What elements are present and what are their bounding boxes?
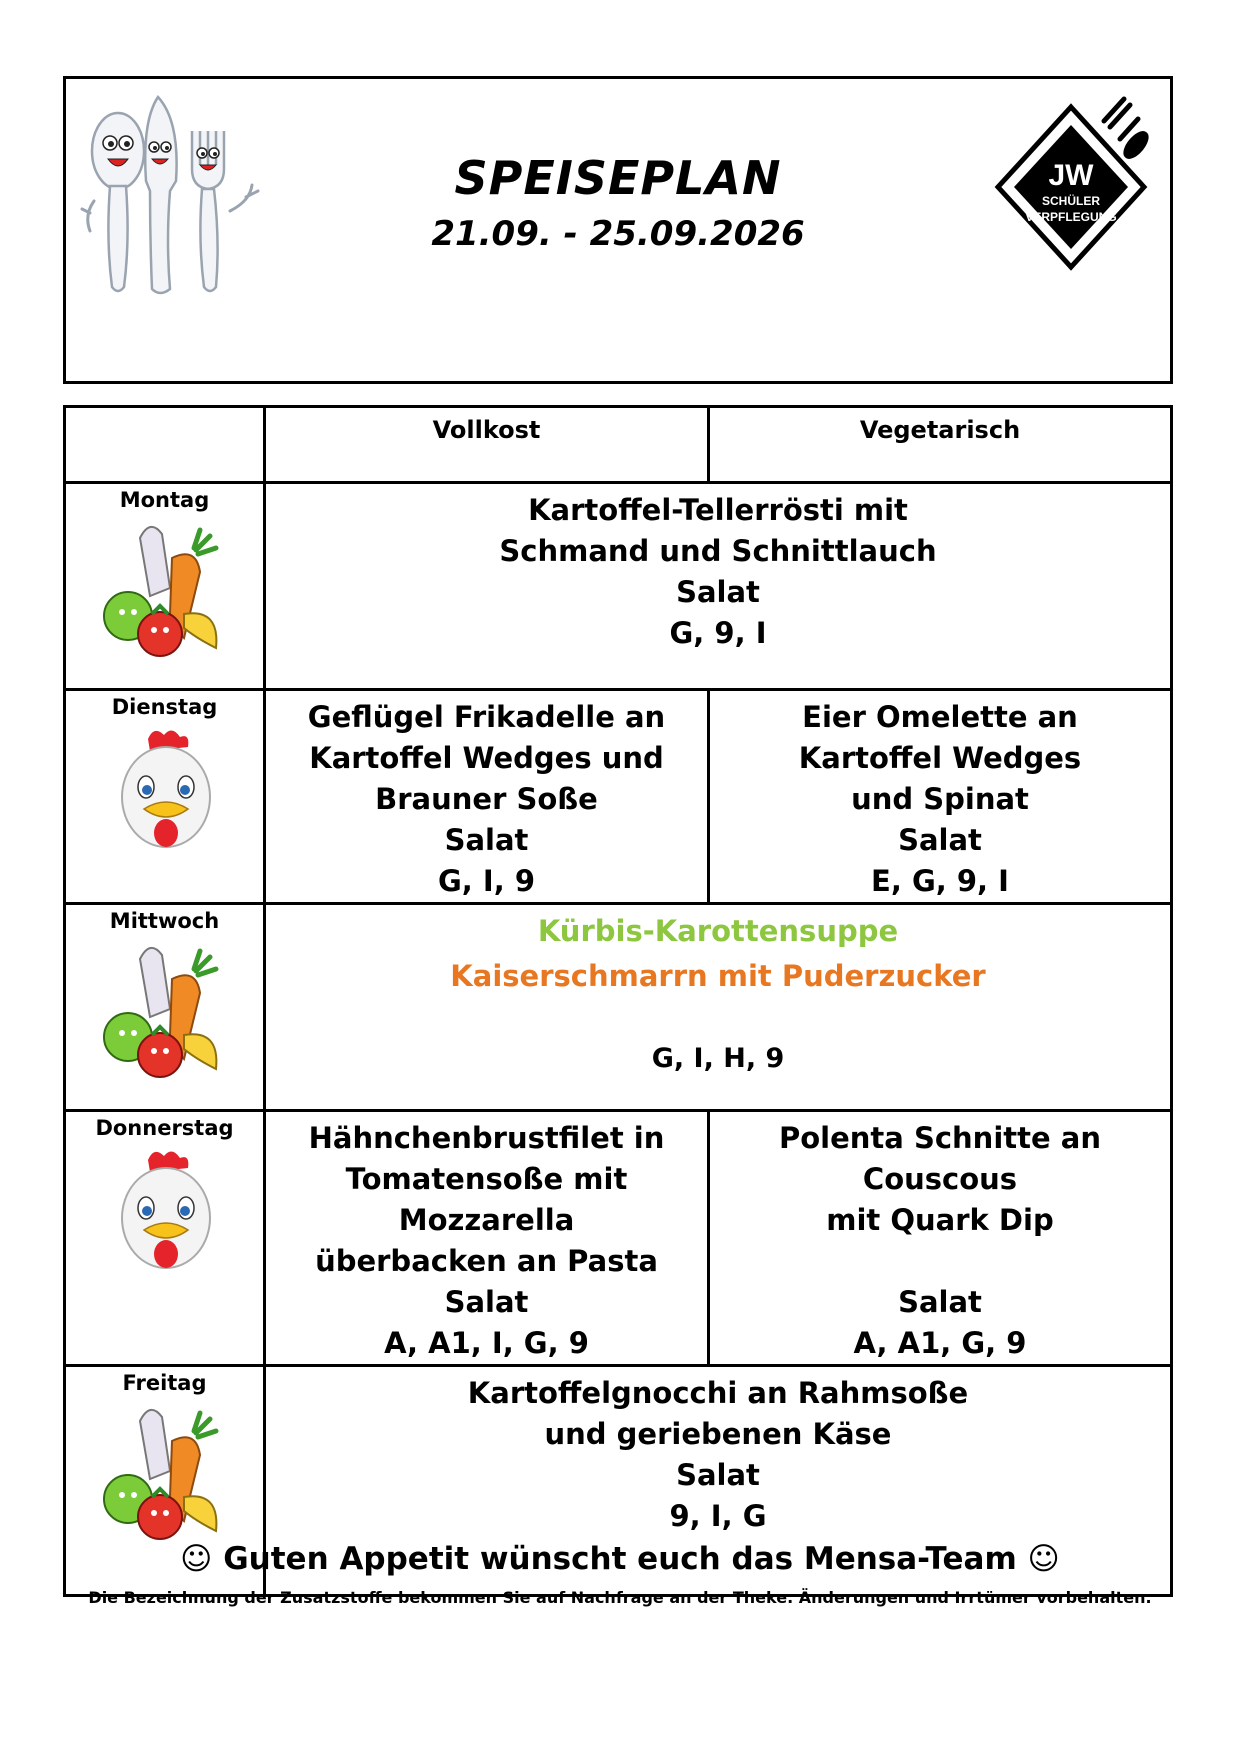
day-label: Dienstag (111, 695, 218, 719)
dish-line: Tomatensoße mit Mozzarella (345, 1162, 628, 1237)
page-title: SPEISEPLAN (454, 151, 782, 205)
day-cell-dienstag (65, 690, 265, 904)
day-label: Montag (119, 488, 210, 512)
dish-line: und geriebenen Käse (544, 1417, 892, 1451)
dish-dienstag-vollkost (265, 690, 709, 904)
dish-line: überbacken an Pasta (315, 1244, 658, 1278)
table-header-row (65, 407, 1172, 483)
header-box (63, 76, 1173, 384)
dish-line: E, G, 9, I (871, 864, 1009, 898)
dish-line: G, 9, I (669, 616, 767, 650)
dish-line: 9, I, G (669, 1499, 767, 1533)
dish-line: Hähnchenbrustfilet in (308, 1121, 665, 1155)
menu-table (63, 405, 1173, 1597)
dish-line: G, I, 9 (438, 864, 535, 898)
day-cell-mittwoch (65, 904, 265, 1111)
dish-line (266, 997, 1170, 1038)
table-row (65, 1111, 1172, 1366)
day-cell-montag (65, 483, 265, 690)
logo-line1: SCHÜLER (1041, 194, 1101, 208)
dish-donnerstag-vegetarisch (709, 1111, 1172, 1366)
dish-line (710, 1241, 1170, 1282)
dish-line: Salat (898, 1285, 982, 1319)
dish-line-soup: Kürbis-Karottensuppe (537, 914, 899, 948)
vegetables-icon (100, 518, 230, 668)
dish-line: Geflügel Frikadelle an (307, 700, 666, 734)
dish-mittwoch (265, 904, 1172, 1111)
dish-line: Salat (444, 823, 529, 857)
dish-line: mit Quark Dip (826, 1203, 1054, 1237)
dish-line-main: Kaiserschmarrn mit Puderzucker (450, 959, 986, 993)
header-day-column (65, 407, 265, 483)
vegetables-icon (100, 1401, 230, 1551)
date-range: 21.09. - 25.09.2026 (431, 214, 805, 254)
day-label: Freitag (122, 1371, 207, 1395)
chicken-icon (110, 725, 220, 865)
dish-line: Eier Omelette an (802, 700, 1078, 734)
dish-line: Brauner Soße (375, 782, 598, 816)
dish-line: Kartoffel Wedges (798, 741, 1082, 775)
dish-line: Kartoffel-Tellerrösti mit (528, 493, 908, 527)
logo-initials: JW (1048, 159, 1094, 192)
table-row (65, 483, 1172, 690)
dish-line: G, I, H, 9 (651, 1043, 785, 1074)
logo-line2: VERPFLEGUNG (1025, 210, 1117, 224)
day-label: Mittwoch (109, 909, 220, 933)
table-row (65, 904, 1172, 1111)
dish-line: Salat (444, 1285, 529, 1319)
dish-line: und Spinat (851, 782, 1029, 816)
day-label: Donnerstag (95, 1116, 234, 1140)
dish-donnerstag-vollkost (265, 1111, 709, 1366)
dish-dienstag-vegetarisch (709, 690, 1172, 904)
table-row (65, 690, 1172, 904)
dish-line: Salat (676, 1458, 760, 1492)
dish-line: A, A1, G, 9 (853, 1326, 1027, 1360)
dish-line: Kartoffel Wedges und (309, 741, 664, 775)
vegetables-icon (100, 939, 230, 1089)
footer-note: Die Bezeichnung der Zusatzstoffe bekommen Sie auf Nachfrage an der Theke. Änderungen und Irrtümer vorbehalten. (88, 1588, 1152, 1607)
footer-greeting: ☺ Guten Appetit wünscht euch das Mensa-Team ☺ (180, 1541, 1060, 1577)
dish-line: Salat (676, 575, 760, 609)
day-cell-donnerstag (65, 1111, 265, 1366)
header-vegetarisch: Vegetarisch (709, 407, 1172, 483)
dish-montag (265, 483, 1172, 690)
jw-logo-icon (986, 91, 1156, 287)
chicken-icon (110, 1146, 220, 1286)
dish-line: Kartoffelgnocchi an Rahmsoße (467, 1376, 969, 1410)
dish-line: Salat (898, 823, 982, 857)
dish-line: A, A1, I, G, 9 (384, 1326, 589, 1360)
header-vollkost: Vollkost (265, 407, 709, 483)
dish-line: Polenta Schnitte an Couscous (779, 1121, 1101, 1196)
dish-line: Schmand und Schnittlauch (499, 534, 937, 568)
